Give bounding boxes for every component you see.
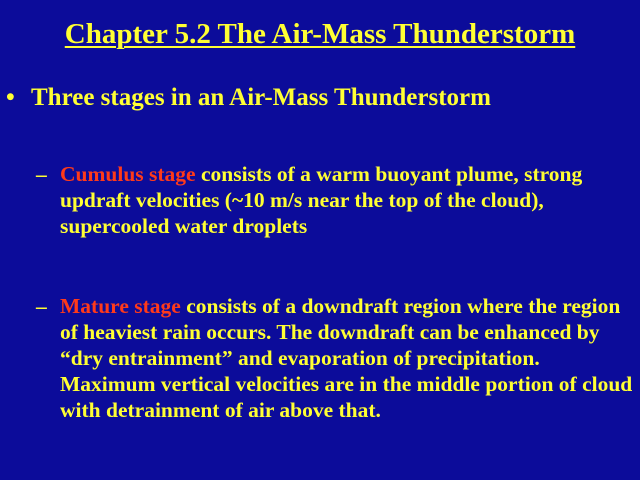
term-mature-stage: Mature stage bbox=[60, 294, 181, 318]
cumulus-description: consists of a warm buoyant plume, strong updraft velocities (~10 m/s near the top of the cloud), supercooled water droplets bbox=[60, 162, 583, 238]
main-bullet-text: Three stages in an Air-Mass Thunderstorm bbox=[31, 84, 491, 111]
main-bullet bbox=[6, 82, 491, 114]
dash-marker: – bbox=[36, 162, 47, 186]
sub-bullet-cumulus bbox=[36, 161, 634, 239]
dash-marker: – bbox=[36, 294, 47, 318]
slide-title: Chapter 5.2 The Air-Mass Thunderstorm bbox=[64, 18, 576, 50]
mature-description: consists of a downdraft region where the region of heaviest rain occurs. The downdraft can be enhanced by “dry entrainment” and evaporation of precipitation. Maximum vertical velocities are in the middle portion of cloud with detrainment of air above that. bbox=[60, 294, 633, 422]
bullet-marker: • bbox=[6, 84, 15, 111]
sub-bullet-mature bbox=[36, 293, 634, 423]
term-cumulus-stage: Cumulus stage bbox=[60, 162, 196, 186]
sub-bullet-mature-text bbox=[60, 293, 634, 423]
sub-bullet-cumulus-text bbox=[60, 161, 634, 239]
